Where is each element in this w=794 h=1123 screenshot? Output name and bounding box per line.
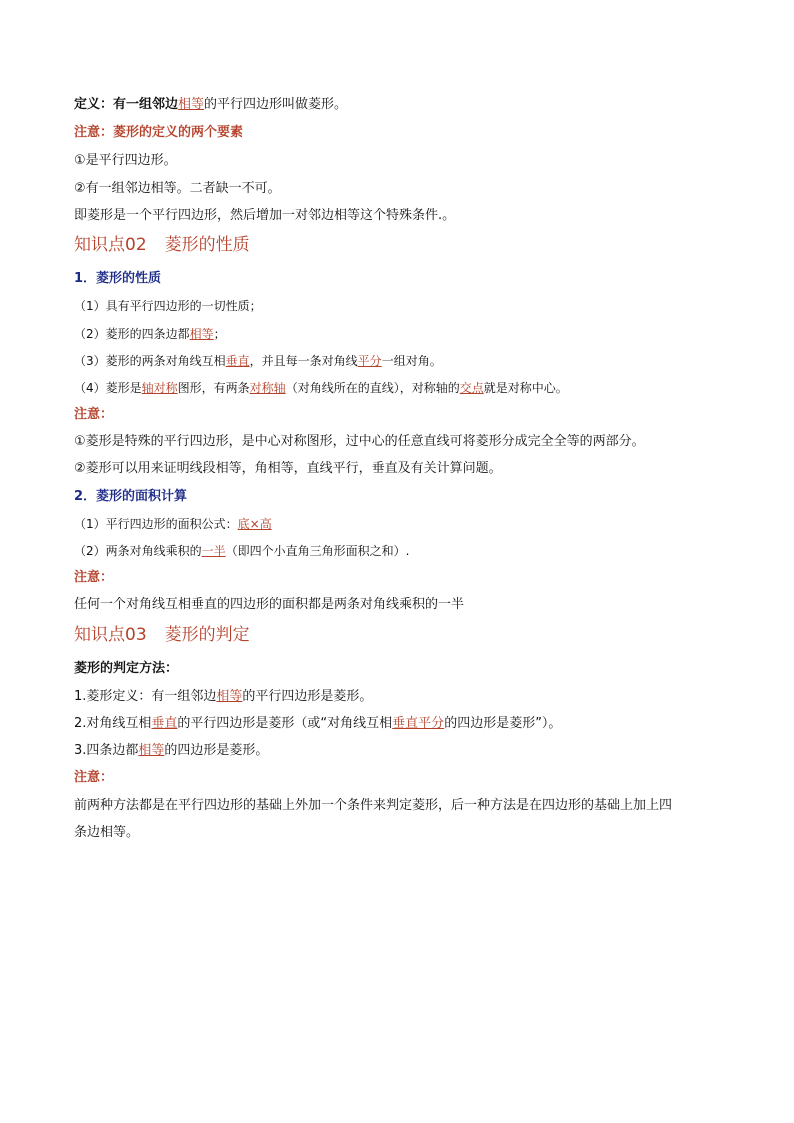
- area-item: （2）两条对角线乘积的一半（即四个小直角三角形面积之和）.: [74, 544, 410, 558]
- section-number: 知识点03: [74, 625, 147, 645]
- underlined-term: 相等: [178, 97, 205, 112]
- underlined-term: 相等: [189, 327, 214, 341]
- note-item: 任何一个对角线互相垂直的四边形的面积都是两条对角线乘积的一半: [74, 597, 465, 612]
- method-item: 3.四条边都相等的四边形是菱形。: [74, 743, 269, 758]
- definition-text: 定义：有一组邻边: [74, 97, 179, 112]
- underlined-term: 相等: [216, 689, 243, 704]
- property-item: （1）具有平行四边形的一切性质；: [74, 299, 262, 313]
- definition-text: 的平行四边形叫做菱形。: [204, 97, 348, 112]
- underlined-term: 轴对称: [141, 381, 178, 395]
- underlined-term: 对称轴: [249, 381, 286, 395]
- subsection-heading: 1．菱形的性质: [74, 271, 162, 286]
- note-item: ①菱形是特殊的平行四边形，是中心对称图形，过中心的任意直线可将菱形分成完全全等的两部分。: [74, 434, 645, 449]
- property-item: （2）菱形的四条边都相等；: [74, 327, 226, 341]
- note-text: 条边相等。: [74, 825, 140, 840]
- note-heading: 注意：菱形的定义的两个要素: [74, 125, 244, 140]
- definition-line: [74, 96, 347, 114]
- underlined-term: 相等: [138, 743, 165, 758]
- underlined-term: 一半: [201, 544, 226, 558]
- method-item: 2.对角线互相垂直的平行四边形是菱形（或“对角线互相垂直平分的四边形是菱形”）。: [74, 716, 562, 731]
- underlined-term: 底×高: [237, 517, 272, 531]
- note-text: 前两种方法都是在平行四边形的基础上外加一个条件来判定菱形，后一种方法是在四边形的基础上加上四: [74, 798, 673, 813]
- list-item: ①是平行四边形。: [74, 153, 177, 168]
- underlined-term: 交点: [459, 381, 484, 395]
- section-heading: [74, 624, 250, 646]
- method-item: 1.菱形定义：有一组邻边相等的平行四边形是菱形。: [74, 689, 373, 704]
- underlined-term: 垂直: [151, 716, 178, 731]
- summary-text: 即菱形是一个平行四边形，然后增加一对邻边相等这个特殊条件.。: [74, 208, 456, 223]
- area-item: （1）平行四边形的面积公式：底×高: [74, 517, 272, 531]
- note-heading: 注意：: [74, 770, 114, 785]
- underlined-term: 平分: [357, 354, 382, 368]
- subsection-heading: 2．菱形的面积计算: [74, 489, 188, 504]
- property-item: （4）菱形是轴对称图形，有两条对称轴（对角线所在的直线），对称轴的交点就是对称中心。: [74, 381, 568, 395]
- list-item: ②有一组邻边相等。二者缺一不可。: [74, 181, 281, 196]
- underlined-term: 垂直: [225, 354, 250, 368]
- section-heading: [74, 234, 250, 256]
- note-item: ②菱形可以用来证明线段相等，角相等，直线平行，垂直及有关计算问题。: [74, 461, 502, 476]
- subsection-heading: 菱形的判定方法：: [74, 661, 179, 676]
- underlined-term: 垂直平分: [392, 716, 445, 731]
- section-title: 菱形的判定: [164, 625, 250, 645]
- property-item: （3）菱形的两条对角线互相垂直，并且每一条对角线平分一组对角。: [74, 354, 442, 368]
- note-heading: 注意：: [74, 407, 114, 422]
- section-number: 知识点02: [74, 235, 147, 255]
- section-title: 菱形的性质: [164, 235, 250, 255]
- note-heading: 注意：: [74, 570, 114, 585]
